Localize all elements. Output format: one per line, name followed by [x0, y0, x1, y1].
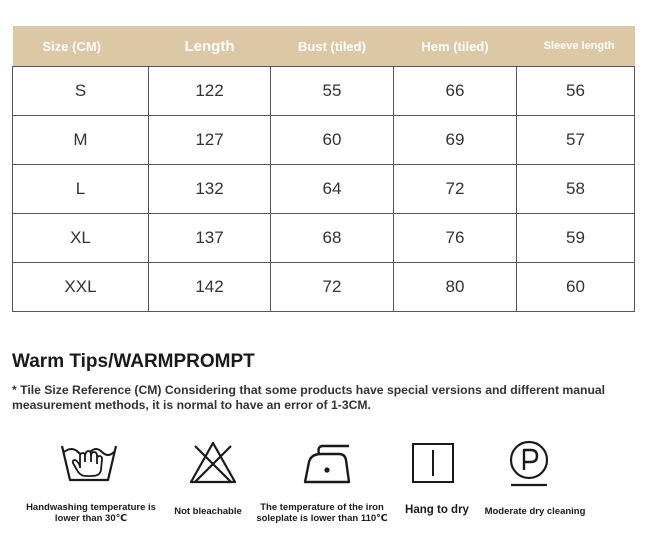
header-sleeve-length: Sleeve length	[517, 26, 635, 67]
size-table	[12, 26, 635, 312]
iron-icon	[299, 438, 355, 488]
iron-label: The temperature of the iron soleplate is lower than 110℃	[256, 502, 388, 524]
cell-hem: 72	[394, 165, 517, 214]
dry-clean-icon	[505, 438, 553, 490]
hand-wash-icon	[58, 438, 120, 488]
header-length: Length	[149, 26, 271, 67]
dry-clean-label: Moderate dry cleaning	[484, 506, 586, 517]
cell-size: S	[13, 67, 149, 116]
table-header-row	[13, 26, 635, 67]
hand-wash-label: Handwashing temperature is lower than 30℃	[26, 502, 156, 524]
cell-sleeve: 59	[517, 214, 635, 263]
cell-bust: 68	[271, 214, 394, 263]
cell-bust: 55	[271, 67, 394, 116]
table-row	[13, 165, 635, 214]
cell-hem: 69	[394, 116, 517, 165]
cell-hem: 66	[394, 67, 517, 116]
header-hem: Hem (tiled)	[394, 26, 517, 67]
header-bust: Bust (tiled)	[271, 26, 394, 67]
hang-dry-label: Hang to dry	[405, 504, 469, 516]
header-size: Size (CM)	[13, 26, 149, 67]
cell-length: 122	[149, 67, 271, 116]
cell-bust: 64	[271, 165, 394, 214]
cell-size: XL	[13, 214, 149, 263]
cell-hem: 80	[394, 263, 517, 312]
cell-length: 137	[149, 214, 271, 263]
cell-length: 127	[149, 116, 271, 165]
hang-dry-icon	[410, 438, 456, 486]
tips-title: Warm Tips/WARMPROMPT	[12, 351, 255, 372]
table-row	[13, 67, 635, 116]
tips-text: * Tile Size Reference (CM) Considering that some products have special versions and different manual measurement methods, it is normal to have an error of 1-3CM.	[12, 383, 606, 412]
cell-size: M	[13, 116, 149, 165]
cell-size: XXL	[13, 263, 149, 312]
cell-bust: 72	[271, 263, 394, 312]
no-bleach-icon	[187, 438, 239, 486]
cell-sleeve: 60	[517, 263, 635, 312]
table-row	[13, 263, 635, 312]
cell-hem: 76	[394, 214, 517, 263]
no-bleach-label: Not bleachable	[174, 506, 242, 517]
cell-sleeve: 56	[517, 67, 635, 116]
table-row	[13, 214, 635, 263]
cell-sleeve: 57	[517, 116, 635, 165]
cell-length: 142	[149, 263, 271, 312]
cell-sleeve: 58	[517, 165, 635, 214]
table-row	[13, 116, 635, 165]
cell-size: L	[13, 165, 149, 214]
cell-bust: 60	[271, 116, 394, 165]
cell-length: 132	[149, 165, 271, 214]
